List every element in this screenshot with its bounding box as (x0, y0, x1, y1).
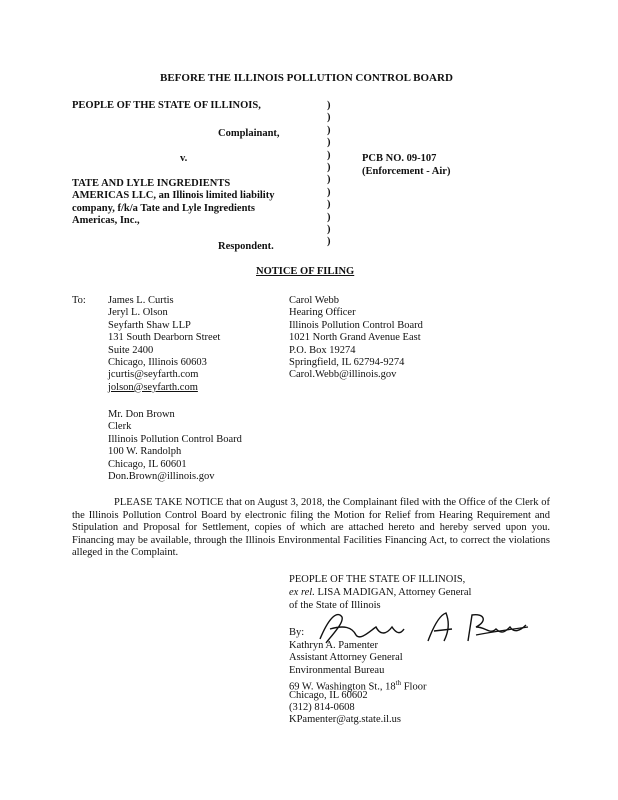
address-line: Hearing Officer (289, 307, 356, 319)
address-line: 131 South Dearborn Street (108, 332, 221, 344)
paren: ) (327, 223, 331, 235)
address-line: Chicago, Illinois 60603 (108, 356, 207, 368)
attorney-general: LISA MADIGAN, Attorney General (317, 587, 472, 598)
street-floor: Floor (401, 681, 427, 693)
notice-paragraph: PLEASE TAKE NOTICE that on August 3, 2018, the Complainant filed with the Office of the Clerk of the Illinois Pollution Control Board by electronic filing the Motion for Relief from Hearing Requirement and Stipulation and Proposal for Settlement, copies of which are attached hereto and hereby served upon you. Financing may be available, through the Illinois Environmental Facilities Financing Act, to correct the violations alleged in the Complaint. (72, 497, 550, 559)
caption-separator (327, 100, 331, 249)
paren: ) (327, 199, 331, 211)
address-line: Suite 2400 (108, 344, 154, 356)
recipient-brown (108, 409, 242, 483)
address-line: Illinois Pollution Control Board (108, 433, 242, 445)
paren: ) (327, 186, 331, 198)
case-type: (Enforcement - Air) (362, 166, 451, 177)
signature-ex-rel (289, 587, 471, 599)
signer-bureau: Environmental Bureau (289, 664, 385, 676)
email-line: Don.Brown@illinois.gov (108, 470, 215, 482)
address-line: Illinois Pollution Control Board (289, 319, 423, 331)
recipient-curtis (108, 295, 220, 394)
notice-title: NOTICE OF FILING (256, 266, 355, 277)
signer-phone: (312) 814-0608 (289, 701, 355, 713)
defendant-line: AMERICAS LLC, an Illinois limited liability (72, 190, 275, 202)
defendant-line: company, f/k/a Tate and Lyle Ingredients (72, 202, 256, 214)
signer-city: Chicago, IL 60602 (289, 689, 368, 701)
signer-details (289, 640, 426, 727)
case-number: PCB NO. 09-107 (362, 153, 437, 164)
by-label: By: (289, 627, 305, 638)
street-sup: th (395, 679, 402, 688)
email-link[interactable]: jolson@seyfarth.com (108, 381, 198, 393)
defendant-line: TATE AND LYLE INGREDIENTS (72, 178, 231, 189)
street-text: 69 W. Washington St., 18 (289, 681, 396, 693)
paren: ) (327, 161, 331, 173)
address-line: Seyfarth Shaw LLP (108, 319, 191, 331)
signature-state: of the State of Illinois (289, 600, 381, 611)
email-line: Carol.Webb@illinois.gov (289, 369, 397, 381)
defendant-line: Americas, Inc., (72, 215, 140, 227)
signer-email: KPamenter@atg.state.il.us (289, 714, 402, 726)
paren: ) (327, 137, 331, 149)
versus: v. (180, 153, 188, 164)
address-line: James L. Curtis (108, 295, 174, 306)
email-line: jcurtis@seyfarth.com (108, 369, 199, 381)
paren: ) (327, 112, 331, 124)
signature-stroke (320, 615, 404, 643)
ex-rel-italic: ex rel. (289, 587, 315, 598)
paren: ) (327, 124, 331, 136)
paren: ) (327, 149, 331, 161)
paren: ) (327, 211, 331, 223)
signer-street (289, 677, 427, 693)
recipient-webb (289, 295, 423, 382)
signature-party: PEOPLE OF THE STATE OF ILLINOIS, (289, 574, 466, 585)
board-title: BEFORE THE ILLINOIS POLLUTION CONTROL BOARD (160, 72, 453, 84)
address-line: Clerk (108, 421, 132, 433)
signature-stroke (468, 615, 526, 641)
address-line: Mr. Don Brown (108, 409, 175, 420)
address-line: Chicago, IL 60601 (108, 458, 187, 470)
paren: ) (327, 236, 331, 248)
defendant-role: Respondent. (218, 241, 274, 252)
signer-name: Kathryn A. Pamenter (289, 640, 378, 651)
address-line: 1021 North Grand Avenue East (289, 332, 421, 344)
address-line: Jeryl L. Olson (108, 307, 168, 319)
plaintiff-name: PEOPLE OF THE STATE OF ILLINOIS, (72, 100, 261, 111)
defendant-name (72, 178, 274, 228)
address-line: P.O. Box 19274 (289, 344, 356, 356)
address-line: Carol Webb (289, 295, 339, 306)
signature-stroke (428, 613, 452, 641)
signer-title: Assistant Attorney General (289, 652, 403, 664)
plaintiff-role: Complainant, (218, 128, 280, 139)
address-line: 100 W. Randolph (108, 446, 182, 458)
paren: ) (327, 100, 331, 111)
to-label: To: (72, 295, 86, 306)
paren: ) (327, 174, 331, 186)
address-line: Springfield, IL 62794-9274 (289, 356, 405, 368)
